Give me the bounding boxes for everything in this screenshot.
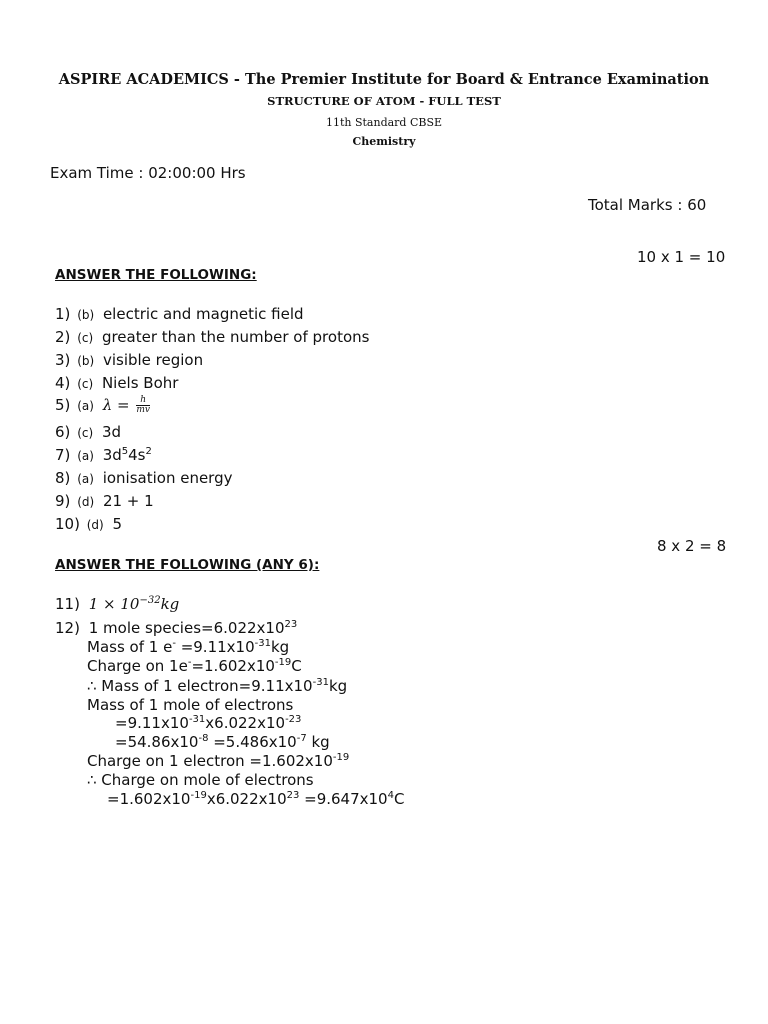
total-marks: Total Marks : 60 <box>588 196 707 214</box>
superscript: -7 <box>296 733 307 744</box>
solution-line-10 <box>107 790 404 808</box>
superscript: - <box>187 657 192 668</box>
superscript: 23 <box>284 619 298 630</box>
answer-text: 21 + 1 <box>102 492 154 510</box>
line-text: ∴ Mass of 1 electron=9.11x10 <box>87 677 313 695</box>
line-text: Mass of 1 e <box>87 638 173 656</box>
answer-text: Niels Bohr <box>101 374 179 392</box>
answer-2 <box>55 328 369 346</box>
unit: kg <box>160 595 180 613</box>
section2-heading: ANSWER THE FOLLOWING (ANY 6): <box>55 557 320 573</box>
superscript: - <box>172 638 176 649</box>
formula-fraction <box>136 396 150 415</box>
lambda-formula: λ = <box>102 396 130 414</box>
solution-line-5 <box>87 696 293 714</box>
answer-9 <box>55 492 154 510</box>
test-title: STRUCTURE OF ATOM - FULL TEST <box>267 94 501 108</box>
answer-number: 11) <box>55 595 80 613</box>
answer-4 <box>55 374 178 392</box>
solution-line-8 <box>87 752 349 770</box>
answer-12 <box>55 619 297 637</box>
answer-number: 1) <box>55 305 71 323</box>
answer-option: (d) <box>77 495 95 509</box>
superscript: 23 <box>286 790 300 801</box>
answer-text: 3d <box>102 446 122 464</box>
answer-6 <box>55 423 121 441</box>
answer-number: 7) <box>55 446 71 464</box>
solution-line-6 <box>115 714 301 732</box>
subject-label: Chemistry <box>352 135 416 148</box>
line-text: Charge on 1 electron =1.602x10 <box>87 752 333 770</box>
answer-7 <box>55 446 152 464</box>
answer-text-2: 4s <box>128 446 146 464</box>
answer-number: 4) <box>55 374 71 392</box>
superscript: -19 <box>332 752 350 763</box>
superscript: 4 <box>387 790 394 801</box>
answer-3 <box>55 351 203 369</box>
answer-option: (a) <box>77 399 94 413</box>
answer-option: (c) <box>77 426 94 440</box>
line-text: kg <box>328 677 348 695</box>
line-text: kg <box>306 733 330 751</box>
superscript: -31 <box>254 638 271 649</box>
answer-number: 12) <box>55 619 80 637</box>
answer-number: 6) <box>55 423 71 441</box>
answer-option: (c) <box>77 331 94 345</box>
line-text: C <box>291 657 302 675</box>
answer-1 <box>55 305 304 323</box>
superscript: 2 <box>145 446 152 457</box>
answer-option: (c) <box>77 377 94 391</box>
superscript: -31 <box>188 714 206 725</box>
line-text: C <box>393 790 405 808</box>
answer-8 <box>55 469 232 487</box>
answer-text: greater than the number of protons <box>101 328 370 346</box>
answer-option: (a) <box>77 472 94 486</box>
line-text: ∴ Charge on mole of electrons <box>87 771 314 789</box>
line-text: =9.11x10 <box>115 714 189 732</box>
answer-text: electric and magnetic field <box>102 305 304 323</box>
superscript: -31 <box>312 677 329 688</box>
answer-number: 3) <box>55 351 71 369</box>
answer-text: ionisation energy <box>102 469 233 487</box>
answer-number: 5) <box>55 396 71 414</box>
fraction-denominator: mv <box>136 405 150 415</box>
answer-option: (a) <box>77 449 94 463</box>
answer-number: 8) <box>55 469 71 487</box>
answer-number: 10) <box>55 515 80 533</box>
solution-line-2 <box>87 638 289 656</box>
line-text: =1.602x10 <box>107 790 191 808</box>
answer-text: visible region <box>102 351 204 369</box>
line-text: 1 mole species=6.022x10 <box>88 619 285 637</box>
answer-11 <box>55 595 179 613</box>
solution-line-7 <box>115 733 330 751</box>
line-text: =1.602x10 <box>191 657 275 675</box>
line-text: =9.647x10 <box>299 790 388 808</box>
solution-line-4 <box>87 677 347 695</box>
mass-value: 1 × 10 <box>88 595 140 613</box>
line-text: Charge on 1e <box>87 657 188 675</box>
answer-option: (b) <box>77 308 95 322</box>
line-text: Mass of 1 mole of electrons <box>87 696 294 714</box>
answer-5 <box>55 396 150 415</box>
line-text: kg <box>270 638 290 656</box>
superscript: -23 <box>285 714 302 725</box>
section1-heading: ANSWER THE FOLLOWING: <box>55 267 257 283</box>
answer-text: 3d <box>101 423 122 441</box>
fraction-numerator: h <box>136 396 150 406</box>
exam-time: Exam Time : 02:00:00 Hrs <box>50 164 246 182</box>
line-text: x6.022x10 <box>206 790 287 808</box>
answer-option: (b) <box>77 354 95 368</box>
standard-label: 11th Standard CBSE <box>325 116 443 129</box>
solution-line-3 <box>87 657 302 675</box>
line-text: =5.486x10 <box>208 733 297 751</box>
superscript: -8 <box>198 733 209 744</box>
line-text: x6.022x10 <box>205 714 286 732</box>
answer-number: 2) <box>55 328 71 346</box>
line-text: =9.11x10 <box>175 638 255 656</box>
section2-marks: 8 x 2 = 8 <box>657 537 727 555</box>
answer-option: (d) <box>86 518 104 532</box>
section1-marks: 10 x 1 = 10 <box>637 248 726 266</box>
superscript: -19 <box>190 790 207 801</box>
answer-number: 9) <box>55 492 71 510</box>
answer-text: 5 <box>112 515 123 533</box>
institute-title: ASPIRE ACADEMICS - The Premier Institute for Board & Entrance Examination <box>58 71 710 88</box>
superscript: 5 <box>121 446 129 457</box>
solution-line-9 <box>87 771 314 789</box>
line-text: =54.86x10 <box>115 733 199 751</box>
answer-10 <box>55 515 122 533</box>
exponent: −32 <box>139 595 161 606</box>
superscript: -19 <box>274 657 292 668</box>
